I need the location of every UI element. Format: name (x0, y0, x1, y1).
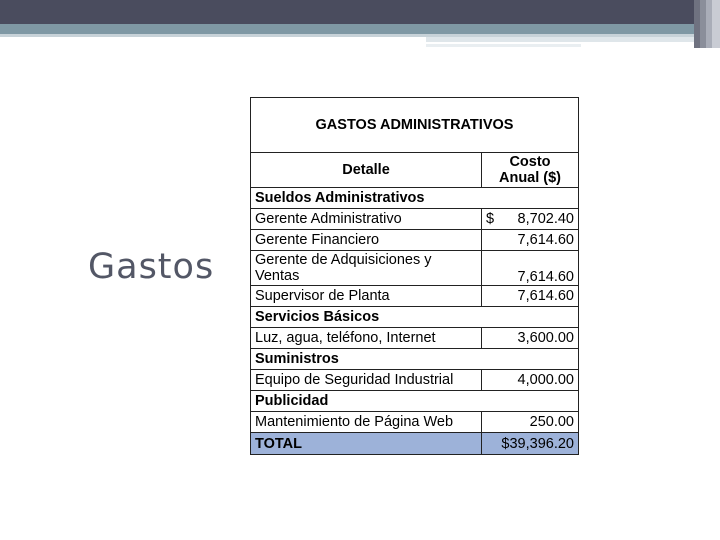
expenses-table (250, 97, 579, 455)
header-cost-line2: Anual ($) (498, 170, 562, 186)
section-name: Publicidad (251, 391, 579, 412)
row-amount: 7,614.60 (482, 286, 579, 307)
top-teal-band (0, 24, 720, 34)
table-row (251, 328, 579, 349)
table-row (251, 286, 579, 307)
table-row (251, 251, 579, 286)
table-row (251, 370, 579, 391)
row-amount: 3,600.00 (482, 328, 579, 349)
currency-symbol: $ (486, 211, 495, 227)
slide-title: Gastos (88, 247, 215, 287)
table-header-row (251, 153, 579, 188)
row-detail: Gerente Financiero (251, 230, 482, 251)
section-row (251, 391, 579, 412)
table-row (251, 412, 579, 433)
row-amount: 7,614.60 (482, 230, 579, 251)
row-amount: 250.00 (482, 412, 579, 433)
row-detail: Equipo de Seguridad Industrial (251, 370, 482, 391)
row-detail-line2: Ventas (255, 268, 300, 284)
top-dark-band (0, 0, 720, 24)
header-detail: Detalle (251, 153, 482, 188)
header-cost (482, 153, 579, 188)
row-detail: Supervisor de Planta (251, 286, 482, 307)
row-detail (251, 251, 482, 286)
total-label: TOTAL (251, 433, 482, 455)
row-detail-line1: Gerente de Adquisiciones y (255, 252, 432, 268)
total-amount: $39,396.20 (482, 433, 579, 455)
row-detail: Luz, agua, teléfono, Internet (251, 328, 482, 349)
row-amount: 4,000.00 (482, 370, 579, 391)
section-name: Suministros (251, 349, 579, 370)
section-name: Servicios Básicos (251, 307, 579, 328)
row-detail: Mantenimiento de Página Web (251, 412, 482, 433)
decorative-stripe (426, 44, 581, 47)
header-cost-line1: Costo (509, 154, 551, 170)
section-row (251, 349, 579, 370)
section-name: Sueldos Administrativos (251, 188, 579, 209)
row-amount: 7,614.60 (482, 251, 579, 286)
section-row (251, 307, 579, 328)
corner-decoration (694, 0, 720, 48)
row-amount (482, 209, 579, 230)
row-detail: Gerente Administrativo (251, 209, 482, 230)
table-row (251, 230, 579, 251)
table-row (251, 209, 579, 230)
table-title: GASTOS ADMINISTRATIVOS (251, 98, 579, 153)
total-row (251, 433, 579, 455)
decorative-stripe (426, 37, 720, 42)
table-title-row (251, 98, 579, 153)
section-row (251, 188, 579, 209)
amount-value: 8,702.40 (517, 211, 574, 227)
